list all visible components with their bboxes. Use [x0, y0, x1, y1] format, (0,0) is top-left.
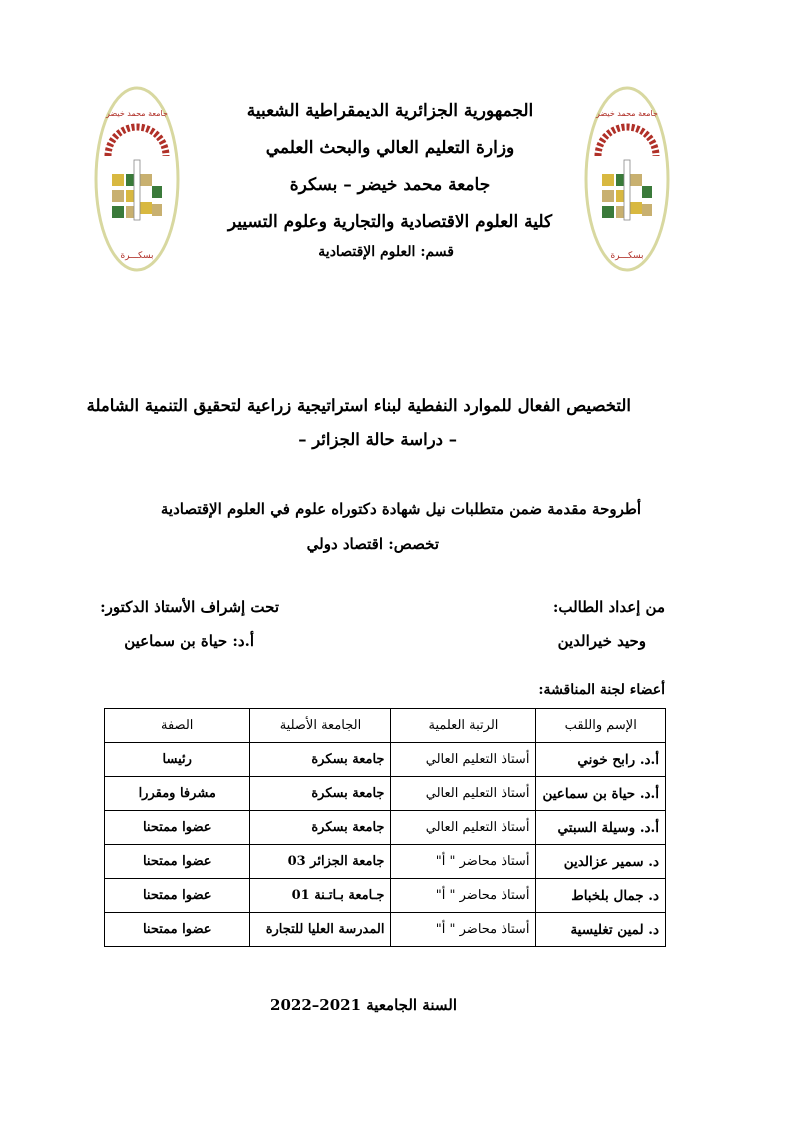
- member-rank: أستاذ محاضر " أ": [391, 913, 536, 947]
- member-university: جـامعة بـاتـنة 01: [250, 879, 391, 913]
- member-name: أ.د. حياة بن سماعين: [536, 777, 666, 811]
- thesis-description: أطروحة مقدمة ضمن متطلبات نيل شهادة دكتوراه علوم في العلوم الإقتصادية: [160, 500, 641, 518]
- member-name: د. جمال بلخباط: [536, 879, 666, 913]
- member-rank: أستاذ التعليم العالي: [391, 777, 536, 811]
- member-role: عضوا ممتحنا: [105, 811, 250, 845]
- member-university: جامعة بسكرة: [250, 811, 391, 845]
- thesis-specialty: تخصص: اقتصاد دولي: [306, 535, 439, 553]
- member-rank: أستاذ محاضر " أ": [391, 845, 536, 879]
- committee-label: أعضاء لجنة المناقشة:: [538, 682, 665, 698]
- member-rank: أستاذ التعليم العالي: [391, 743, 536, 777]
- member-role: عضوا ممتحنا: [105, 879, 250, 913]
- member-university: جامعة بسكرة: [250, 743, 391, 777]
- member-rank: أستاذ محاضر " أ": [391, 879, 536, 913]
- member-role: عضوا ممتحنا: [105, 845, 250, 879]
- header-line-republic: الجمهورية الجزائرية الديمقراطية الشعبية: [246, 101, 534, 121]
- header-line-university: جامعة محمد خيضر – بسكرة: [289, 175, 491, 195]
- table-row: [105, 879, 666, 913]
- header-name: الإسم واللقب: [536, 709, 666, 743]
- academic-year: السنة الجامعية 2021–2022: [270, 996, 457, 1014]
- member-name: أ.د. رابح خوني: [536, 743, 666, 777]
- header-line-ministry: وزارة التعليم العالي والبحث العلمي: [265, 138, 515, 158]
- supervisor-label: تحت إشراف الأستاذ الدكتور:: [100, 598, 279, 616]
- header-role: الصفة: [105, 709, 250, 743]
- logo-arc-text: جامعة محمد خيضر: [106, 109, 168, 118]
- table-row: [105, 845, 666, 879]
- member-university: جامعة الجزائر 03: [250, 845, 391, 879]
- table-row: [105, 913, 666, 947]
- thesis-title: التخصيص الفعال للموارد النفطية لبناء استراتيجية زراعية لتحقيق التنمية الشاملة: [86, 396, 631, 415]
- header-line-faculty: كلية العلوم الاقتصادية والتجارية وعلوم التسيير: [227, 212, 553, 232]
- supervisor-name: أ.د: حياة بن سماعين: [124, 632, 254, 650]
- member-rank: أستاذ التعليم العالي: [391, 811, 536, 845]
- table-header-row: [105, 709, 666, 743]
- member-role: رئيسا: [105, 743, 250, 777]
- member-university: المدرسة العليا للتجارة: [250, 913, 391, 947]
- table-row: [105, 743, 666, 777]
- member-role: عضوا ممتحنا: [105, 913, 250, 947]
- department-label: قسم: العلوم الإقتصادية: [318, 244, 454, 260]
- member-name: د. سمير عزالدين: [536, 845, 666, 879]
- member-role: مشرفا ومقررا: [105, 777, 250, 811]
- member-name: أ.د. وسيلة السبتي: [536, 811, 666, 845]
- logo-arc-text: جامعة محمد خيضر: [596, 109, 658, 118]
- member-name: د. لمين تغليسية: [536, 913, 666, 947]
- table-row: [105, 811, 666, 845]
- table-row: [105, 777, 666, 811]
- logo-bottom-text: بسكـــرة: [120, 251, 154, 261]
- header-university: الجامعة الأصلية: [250, 709, 391, 743]
- committee-table: [104, 708, 666, 947]
- student-label: من إعداد الطالب:: [552, 598, 665, 616]
- institution-header: [160, 93, 620, 241]
- header-rank: الرتبة العلمية: [391, 709, 536, 743]
- logo-bottom-text: بسكـــرة: [610, 251, 644, 261]
- thesis-subtitle: – دراسة حالة الجزائر –: [298, 430, 457, 449]
- student-name: وحيد خيرالدين: [557, 632, 646, 650]
- member-university: جامعة بسكرة: [250, 777, 391, 811]
